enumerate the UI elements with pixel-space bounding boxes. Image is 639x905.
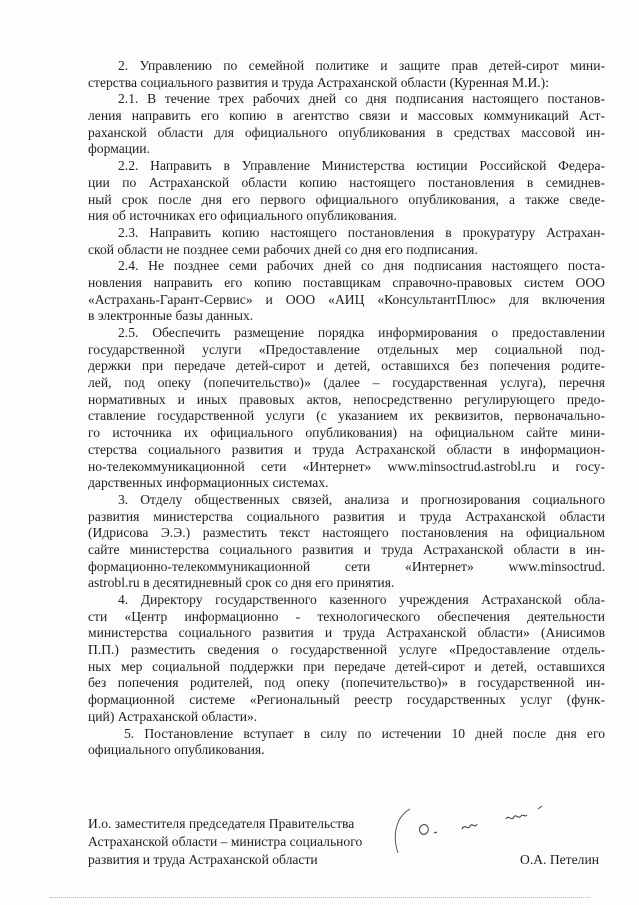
document-line: 2.3. Направить копию настоящего постановления в прокуратуру Астрахан- [118, 224, 605, 240]
document-line: го источника их официального опубликования) на официальном сайте мини- [88, 425, 605, 441]
document-line: 3. Отделу общественных связей, анализа и прогнозирования социального [118, 491, 605, 507]
document-line: ции по Астраханской области копию настоящего постановления в семиднев- [88, 174, 605, 190]
document-line: сти «Центр информационно - технологического обеспечения деятельности [88, 608, 605, 624]
document-line: новления направить его копию поставщикам справочно-правовых систем ООО [88, 274, 605, 290]
document-line: государственной услуги «Предоставление отдельных мер социальной под- [88, 341, 605, 357]
document-body [88, 58, 605, 759]
page-bottom-edge [50, 897, 590, 899]
signatory-title-line: И.о. заместителя председателя Правительства [88, 816, 355, 831]
document-line: 2.4. Не позднее семи рабочих дней со дня подписания настоящего поста- [118, 258, 605, 274]
document-line: но-телекоммуникационной сети «Интернет» www.minsoctrud.astrobl.ru и госу- [88, 458, 605, 474]
document-line: «Астрахань-Гарант-Сервис» и ООО «АИЦ «КонсультантПлюс» для включения [88, 291, 605, 307]
document-line: держки при передаче детей-сирот и детей, оставшихся без попечения родите- [88, 358, 605, 374]
document-line: дарственных информационных системах. [88, 475, 329, 491]
signatory-title-line: развития и труда Астраханской области [88, 852, 318, 867]
document-line: ставление государственной услуги (с указанием их реквизитов, первоначально- [88, 408, 605, 424]
document-line: ций) Астраханской области». [88, 708, 258, 724]
document-line: 2. Управлению по семейной политике и защите прав детей-сирот мини- [118, 58, 605, 73]
signatory-name: О.А. Петелин [520, 852, 599, 867]
document-line: нормативных и иных правовых актов, непосредственно регулирующего предо- [88, 391, 605, 407]
document-line: 2.2. Направить в Управление Министерства юстиции Российской Федера- [118, 158, 605, 174]
document-line: развития министерства социального развития и труда Астраханской области [88, 508, 605, 524]
document-line: министерства социального развития и труда Астраханской области» (Анисимов [88, 625, 605, 641]
document-line: П.П.) разместить сведения о государственной услуге «Предоставление отдель- [88, 642, 605, 658]
document-line: ния об источниках его официального опубликования. [88, 208, 397, 224]
signature-block [88, 815, 605, 877]
signatory-title-line: Астраханской области – министра социального [88, 834, 363, 849]
document-line: стерства социального развития и труда Астраханской области в информацион- [88, 441, 605, 457]
document-line: 2.1. В течение трех рабочих дней со дня подписания настоящего постанов- [118, 91, 605, 107]
document-line: лей, под опеку (попечительство)» (далее – государственная услуга), перечня [88, 375, 605, 391]
document-line: раханской области для официального опубликования в средствах массовой ин- [88, 124, 605, 140]
document-line: без попечения родителей, под опеку (попечительство)» в государственной ин- [88, 675, 605, 691]
document-line: в электронные базы данных. [88, 308, 254, 324]
handwritten-signature [388, 795, 598, 855]
document-line: astrobl.ru в десятидневный срок со дня его принятия. [88, 575, 395, 591]
document-line: ных мер социальной поддержки при передаче детей-сирот и детей, оставшихся [88, 658, 605, 674]
document-line: ления направить его копию в агентство связи и массовых коммуникаций Аст- [88, 108, 605, 124]
document-line: формационной системе «Региональный реестр государственных услуг (функ- [88, 692, 605, 708]
document-line: ный срок после дня его первого официального опубликования, а также сведе- [88, 191, 605, 207]
document-line: 2.5. Обеспечить размещение порядка информирования о предоставлении [118, 325, 605, 340]
document-line: формационно-телекоммуникационной сети «Интернет» www.minsoctrud. [88, 558, 605, 574]
document-line: ской области не позднее семи рабочих дней со дня его подписания. [88, 241, 478, 257]
document-line: официального опубликования. [88, 742, 265, 758]
document-line: 4. Директору государственного казенного учреждения Астраханской обла- [118, 592, 605, 607]
document-line: стерства социального развития и труда Астраханской области (Куренная М.И.): [88, 74, 549, 90]
document-line: формации. [88, 141, 150, 157]
document-line: сайте министерства социального развития и труда Астраханской области в ин- [88, 541, 605, 557]
document-line: 5. Постановление вступает в силу по истечении 10 дней после дня его [124, 725, 605, 741]
document-line: (Идрисова Э.Э.) разместить текст настоящего постановления на официальном [88, 525, 605, 541]
